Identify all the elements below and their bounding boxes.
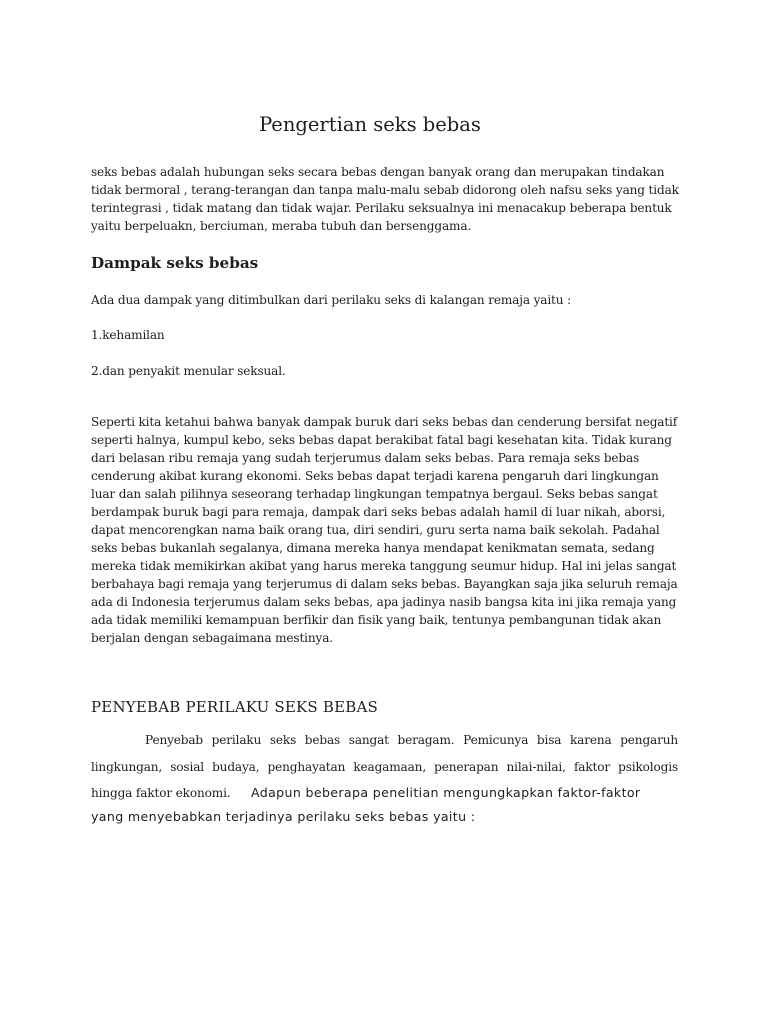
- paragraph-line: berdampak buruk bagi para remaja, dampak dari seks bebas adalah hamil di luar nikah, aborsi,: [91, 505, 666, 519]
- paragraph-line: luar dan salah pilihnya seseorang terhadap lingkungan tempatnya bergaul. Seks bebas sangat: [91, 487, 658, 501]
- dampak-item-2: 2.dan penyakit menular seksual.: [91, 364, 286, 378]
- penyebab-line-4: yang menyebabkan terjadinya perilaku seks bebas yaitu :: [91, 809, 476, 824]
- intro-line: terintegrasi , tidak matang dan tidak wajar. Perilaku seksualnya ini menacakup beberapa bentuk: [91, 201, 672, 215]
- intro-line: seks bebas adalah hubungan seks secara bebas dengan banyak orang dan merupakan tindakan: [91, 165, 665, 179]
- dampak-item-1: 1.kehamilan: [91, 328, 165, 342]
- penyebab-heading: PENYEBAB PERILAKU SEKS BEBAS: [91, 698, 378, 716]
- penyebab-line-3-sans: Adapun beberapa penelitian mengungkapkan faktor-faktor: [251, 785, 641, 800]
- intro-line: tidak bermoral , terang-terangan dan tanpa malu-malu sebab didorong oleh nafsu seks yang tidak: [91, 183, 679, 197]
- paragraph-line: mereka tidak memikirkan akibat yang harus mereka tanggung seumur hidup. Hal ini jelas sangat: [91, 559, 677, 573]
- dampak-heading: Dampak seks bebas: [91, 254, 259, 272]
- paragraph-line: dapat mencorengkan nama baik orang tua, diri sendiri, guru serta nama baik sekolah. Padahal: [91, 523, 660, 537]
- page-title: [0, 112, 768, 138]
- page-title-text: Pengertian seks bebas: [259, 113, 481, 136]
- paragraph-line: seperti halnya, kumpul kebo, seks bebas dapat berakibat fatal bagi kesehatan kita. Tidak kurang: [91, 433, 672, 447]
- paragraph-line: Seperti kita ketahui bahwa banyak dampak buruk dari seks bebas dan cenderung bersifat negatif: [91, 415, 678, 429]
- paragraph-line: berjalan dengan sebagaimana mestinya.: [91, 631, 333, 645]
- penyebab-line-3-serif: hingga faktor ekonomi.: [91, 786, 231, 800]
- paragraph-line: ada di Indonesia terjerumus dalam seks bebas, apa jadinya nasib bangsa kita ini jika remaja yang: [91, 595, 677, 609]
- paragraph-line: ada tidak memiliki kemampuan berfikir dan fisik yang baik, tentunya pembangunan tidak akan: [91, 613, 662, 627]
- intro-line: yaitu berpeluakn, berciuman, meraba tubuh dan bersenggama.: [91, 219, 472, 233]
- paragraph-line: cenderung akibat kurang ekonomi. Seks bebas dapat terjadi karena pengaruh dari lingkungan: [91, 469, 659, 483]
- paragraph-line: berbahaya bagi remaja yang terjerumus di dalam seks bebas. Bayangkan saja jika seluruh remaja: [91, 577, 678, 591]
- penyebab-line-1: Penyebab perilaku seks bebas sangat beragam. Pemicunya bisa karena pengaruh: [145, 733, 678, 747]
- paragraph-line: seks bebas bukanlah segalanya, dimana mereka hanya mendapat kenikmatan semata, sedang: [91, 541, 655, 555]
- penyebab-line-2: lingkungan, sosial budaya, penghayatan keagamaan, penerapan nilai-nilai, faktor psikologis: [91, 760, 678, 774]
- paragraph-line: dari belasan ribu remaja yang sudah terjerumus dalam seks bebas. Para remaja seks bebas: [91, 451, 640, 465]
- dampak-lead: Ada dua dampak yang ditimbulkan dari perilaku seks di kalangan remaja yaitu :: [91, 293, 572, 307]
